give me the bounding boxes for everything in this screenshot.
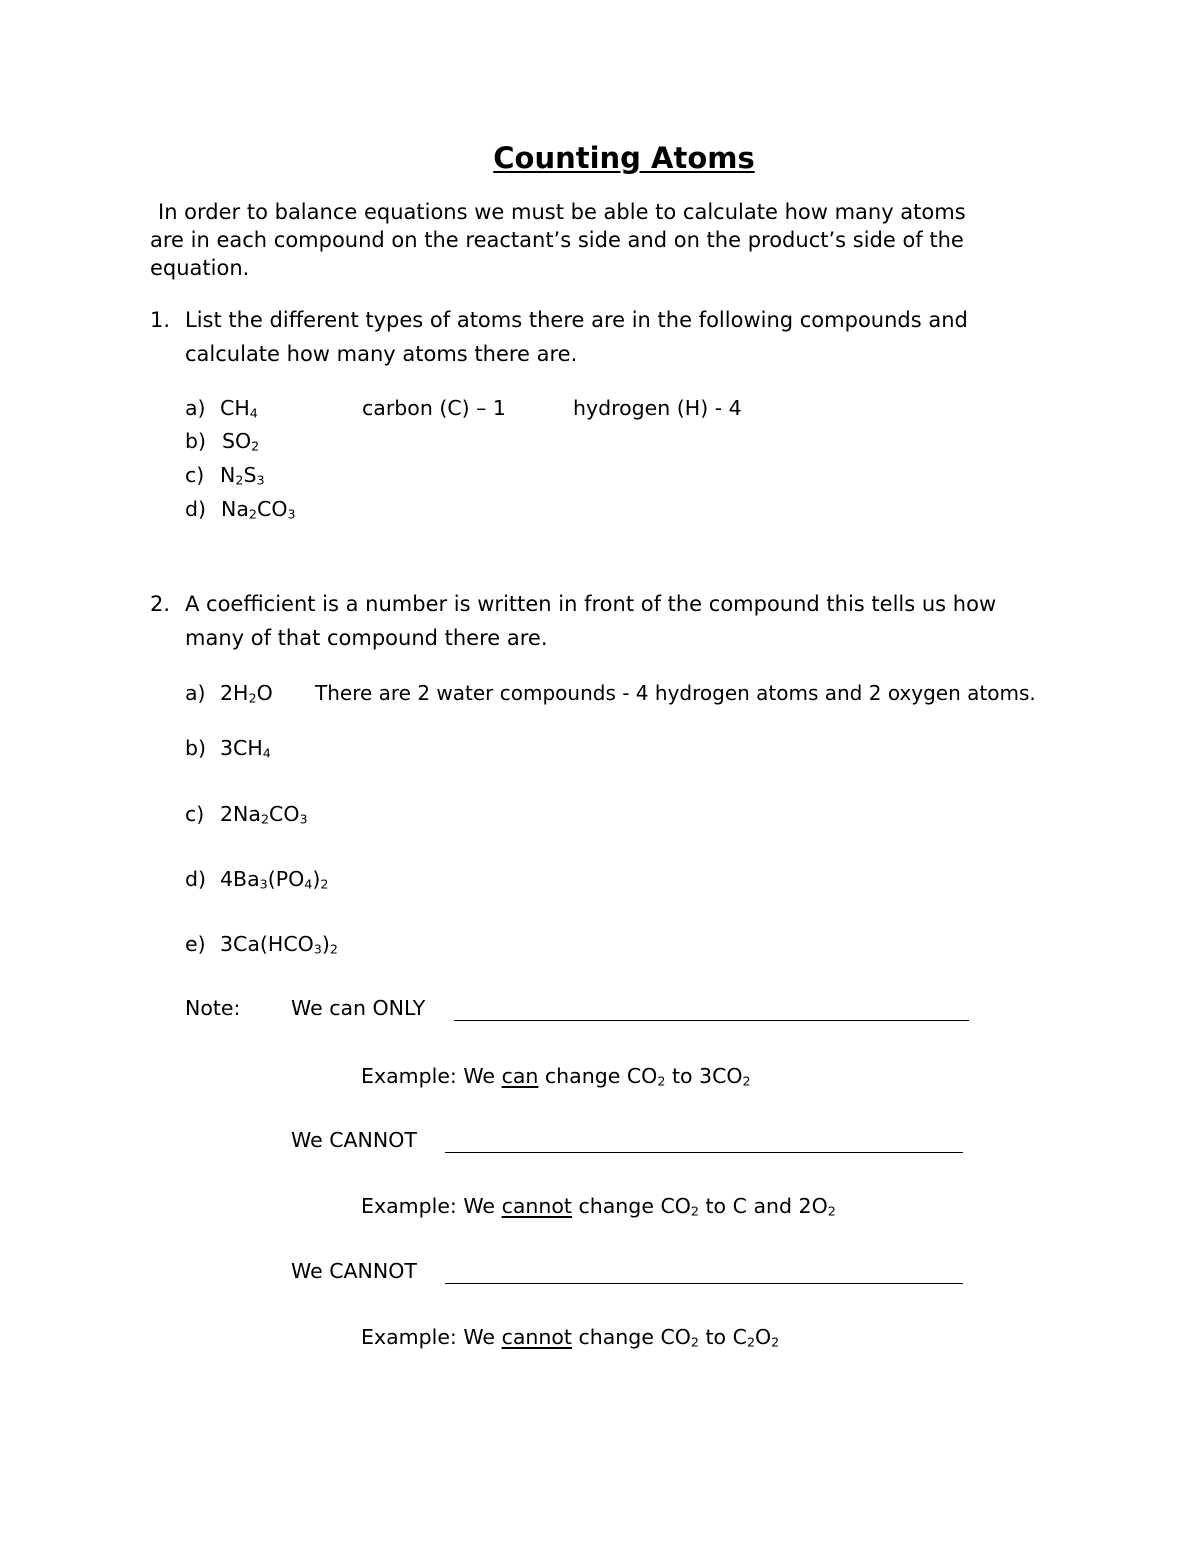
question-1-line-1: List the different types of atoms there are in the following compounds and [185, 308, 968, 332]
note-label: Note: [185, 996, 241, 1020]
question-1-line-2: calculate how many atoms there are. [185, 342, 578, 366]
q2-d-formula: 4Ba3(PO4)2 [220, 867, 329, 892]
q2-a-answer: There are 2 water compounds - 4 hydrogen atoms and 2 oxygen atoms. [315, 681, 1036, 705]
note-cannot-2-blank-line[interactable] [445, 1283, 963, 1284]
q1-b-label: b) [185, 429, 207, 453]
intro-line-2: are in each compound on the reactant’s side and on the product’s side of the [150, 228, 964, 252]
q2-a-label: a) [185, 681, 206, 705]
note-cannot-2-text: We CANNOT [291, 1259, 417, 1283]
note-example-2: Example: We cannot change CO2 to C and 2O2 [361, 1194, 836, 1219]
q2-c-label: c) [185, 802, 205, 826]
note-cannot-1-text: We CANNOT [291, 1128, 417, 1152]
intro-line-1: In order to balance equations we must be able to calculate how many atoms [158, 200, 966, 224]
q2-e-label: e) [185, 932, 206, 956]
question-2-line-1: A coefficient is a number is written in front of the compound this tells us how [185, 592, 997, 616]
q1-a-label: a) [185, 396, 206, 420]
q1-a-answer-carbon: carbon (C) – 1 [362, 396, 506, 420]
note-example-1: Example: We can change CO2 to 3CO2 [361, 1064, 751, 1089]
q1-d-formula: Na2CO3 [221, 497, 296, 522]
q2-e-formula: 3Ca(HCO3)2 [220, 932, 338, 957]
note-only-text: We can ONLY [291, 996, 426, 1020]
question-2-number: 2. [150, 592, 171, 616]
note-cannot-1-blank-line[interactable] [445, 1152, 963, 1153]
q1-a-formula: CH4 [220, 396, 258, 421]
q2-a-formula: 2H2O [220, 681, 273, 706]
q1-c-label: c) [185, 463, 205, 487]
question-2-line-2: many of that compound there are. [185, 626, 548, 650]
question-1-number: 1. [150, 308, 171, 332]
q1-d-label: d) [185, 497, 207, 521]
q1-b-formula: SO2 [222, 429, 260, 454]
note-only-blank-line[interactable] [454, 1020, 969, 1021]
q2-c-formula: 2Na2CO3 [220, 802, 308, 827]
intro-line-3: equation. [150, 256, 250, 280]
q2-d-label: d) [185, 867, 207, 891]
q2-b-label: b) [185, 736, 207, 760]
q1-a-answer-hydrogen: hydrogen (H) - 4 [573, 396, 742, 420]
note-example-3: Example: We cannot change CO2 to C2O2 [361, 1325, 780, 1350]
q2-b-formula: 3CH4 [220, 736, 271, 761]
q1-c-formula: N2S3 [220, 463, 265, 488]
page-title: Counting Atoms [493, 141, 755, 175]
